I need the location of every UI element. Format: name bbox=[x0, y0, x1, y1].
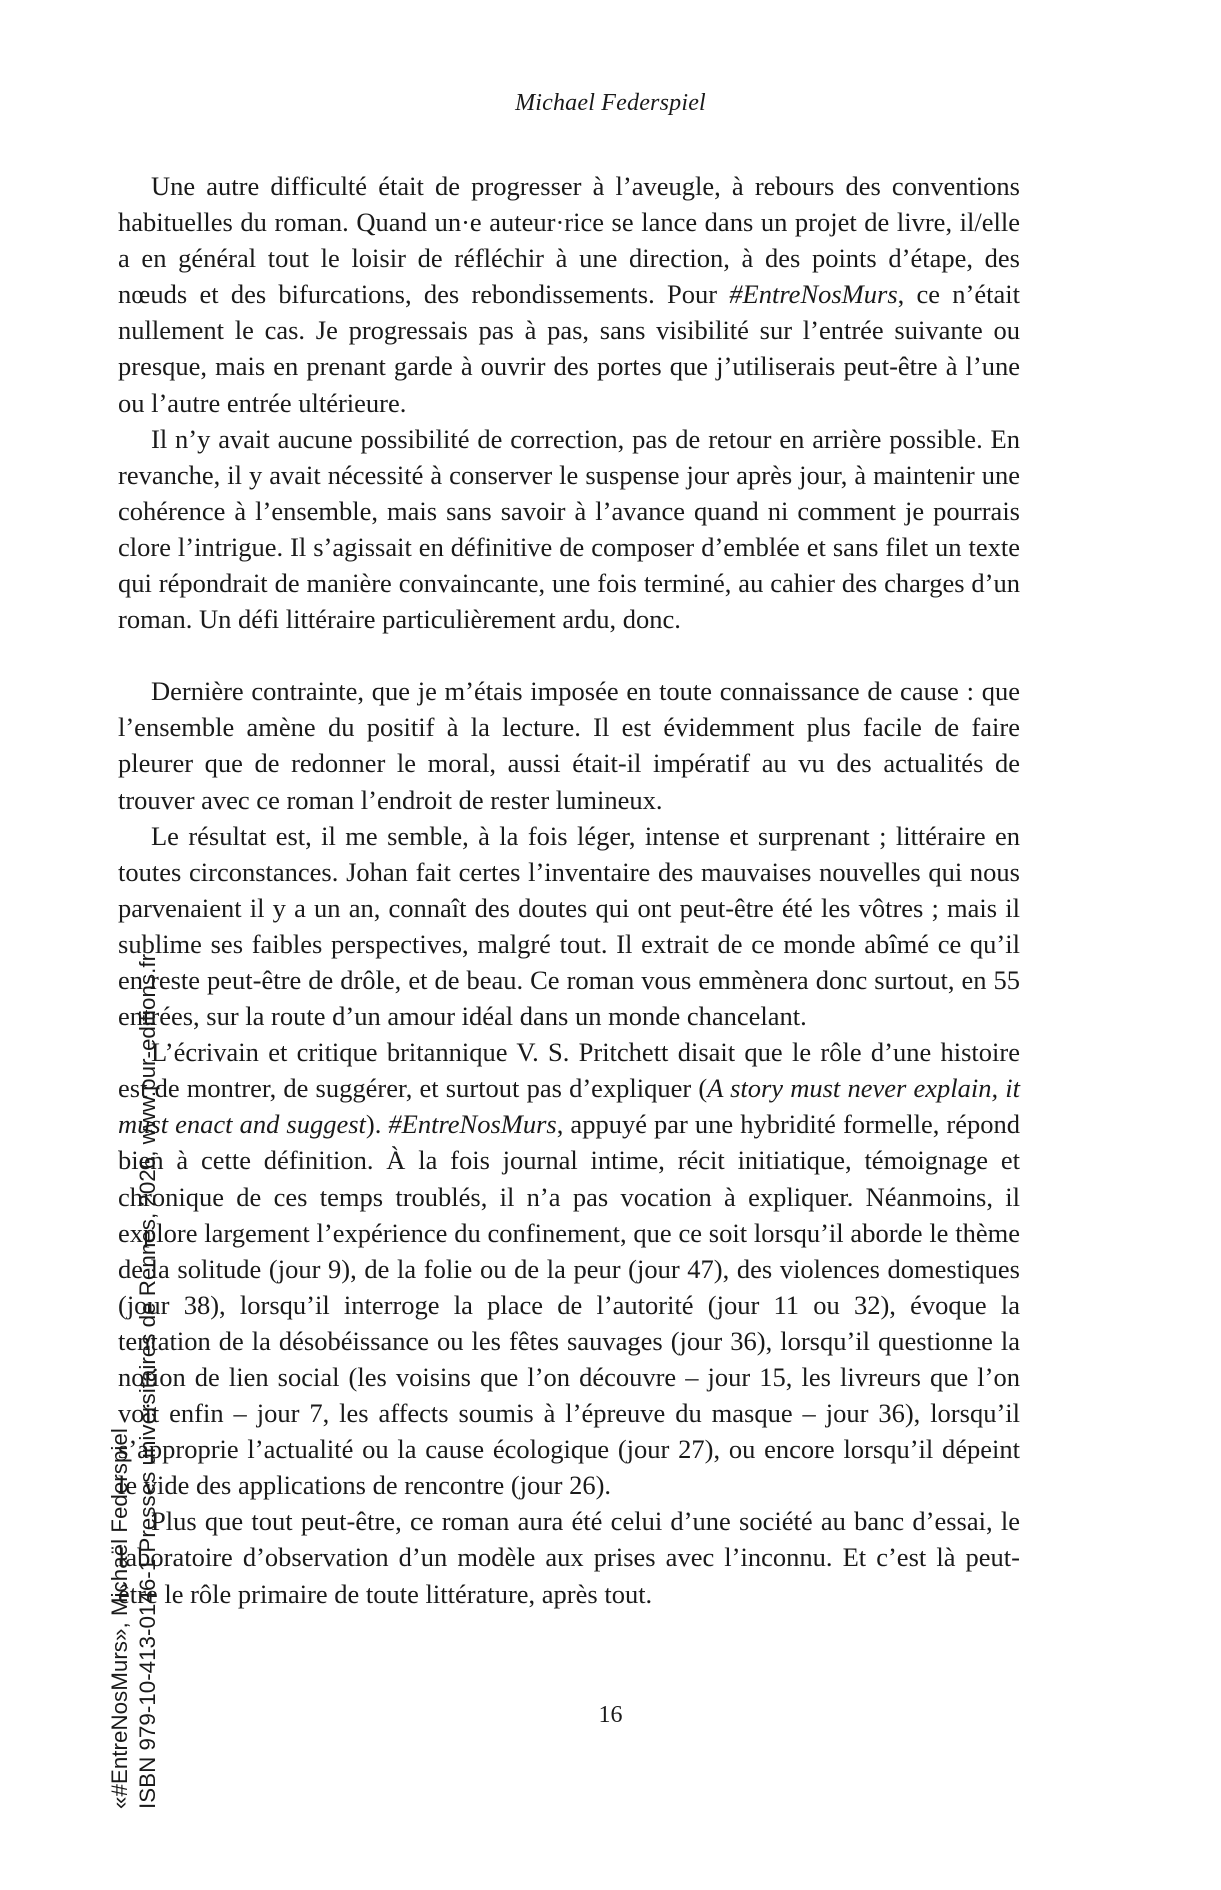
pritchett-quote: A story must never explain, it must enact and suggest bbox=[118, 1073, 1020, 1140]
paragraph-5-part-b: ). bbox=[365, 1109, 389, 1140]
hashtag-entrenosmurs-2: #EntreNosMurs bbox=[388, 1109, 557, 1140]
paragraph-5 bbox=[118, 1034, 1020, 1503]
paragraph-5-part-c: , appuyé par une hybridité formelle, répond bien à cette définition. À la fois journal intime, récit initiatique, témoignage et chronique de ces temps troublés, il n’a pas vocation à expliquer. Néanmoins, il explore largement l’expérience du confinement, que ce soit lorsqu’il aborde le thème de la solitude (jour 9), de la folie ou de la peur (jour 47), des violences domestiques (jour 38), lorsqu’il interroge la place de l’autorité (jour 11 ou 32), évoque la tentation de la désobéissance ou les fêtes sauvages (jour 36), lorsqu’il questionne la notion de lien social (les voisins que l’on découvre – jour 15, les livreurs que l’on voit enfin – jour 7, les affects soumis à l’épreuve du masque – jour 36), lorsqu’il s’approprie l’actualité ou la cause écologique (jour 27), ou encore lorsqu’il dépeint le vide des applications de rencontre (jour 26). bbox=[118, 1109, 1021, 1501]
paragraph-1-part-a: Une autre difficulté était de progresser à l’aveugle, à rebours des conventions habituelles du roman. Quand un·e auteur·rice se lance dans un projet de livre, il/elle a en général tout le loisir de réfléchir à une direction, à des points d’étape, des nœuds et des bifurcations, des rebondissements. Pour bbox=[118, 171, 1020, 310]
side-notice-line-1: «#EntreNosMurs», Michaël Federspiel bbox=[107, 1428, 132, 1809]
running-head: Michael Federspiel bbox=[515, 90, 706, 116]
paragraph-2: Il n’y avait aucune possibilité de correction, pas de retour en arrière possible. En revanche, il y avait nécessité à conserver le suspense jour après jour, à maintenir une cohérence à l’ensemble, mais sans savoir à l’avance quand ni comment je pourrais clore l’intrigue. Il s’agissait en définitive de composer d’emblée et sans filet un texte qui répondrait de manière convaincante, une fois terminé, au cahier des charges d’un roman. Un défi littéraire particulièrement ardu, donc. bbox=[118, 423, 1020, 635]
page-number: 16 bbox=[598, 1702, 623, 1728]
copyright-side-notice bbox=[106, 749, 162, 1809]
paragraph-5-part-a: L’écrivain et critique britannique V. S. Pritchett disait que le rôle d’une histoire est de montrer, de suggérer, et surtout pas d’expliquer ( bbox=[118, 1037, 1020, 1104]
hashtag-entrenosmurs: #EntreNosMurs bbox=[729, 279, 898, 310]
paragraph-1 bbox=[118, 168, 1020, 421]
paragraph-4: Le résultat est, il me semble, à la fois léger, intense et surprenant ; littéraire en toutes circonstances. Johan fait certes l’inventaire des mauvaises nouvelles qui nous parvenaient il y a un an, connaît des doutes qui ont peut-être été les vôtres ; mais il sublime ses faibles perspectives, malgré tout. Il extrait de ce monde abîmé ce qu’il en reste peut-être de drôle, et de beau. Ce roman vous emmènera donc surtout, en 55 entrées, sur la route d’un amour idéal dans un monde chancelant. bbox=[118, 820, 1020, 1032]
paragraph-6: Plus que tout peut-être, ce roman aura été celui d’une société au banc d’essai, le laboratoire d’observation d’un modèle aux prises avec l’inconnu. Et c’est là peut-être le rôle primaire de toute littérature, après tout. bbox=[118, 1506, 1020, 1609]
paragraph-1-part-b: , ce n’était nullement le cas. Je progressais pas à pas, sans visibilité sur l’entrée suivante ou presque, mais en prenant garde à ouvrir des portes que j’utiliserais peut-être à l’une ou l’autre entrée ultérieure. bbox=[118, 279, 1020, 418]
side-notice-line-2: ISBN 979-10-413-0146-1 Presses universitaires de Rennes, 2026, www.pur-editions.fr bbox=[135, 953, 160, 1809]
body-text bbox=[118, 168, 1020, 1612]
paragraph-3: Dernière contrainte, que je m’étais imposée en toute connaissance de cause : que l’ensemble amène du positif à la lecture. Il est évidemment plus facile de faire pleurer que de redonner le moral, aussi était-il impératif au vu des actualités de trouver avec ce roman l’endroit de rester lumineux. bbox=[118, 676, 1020, 815]
